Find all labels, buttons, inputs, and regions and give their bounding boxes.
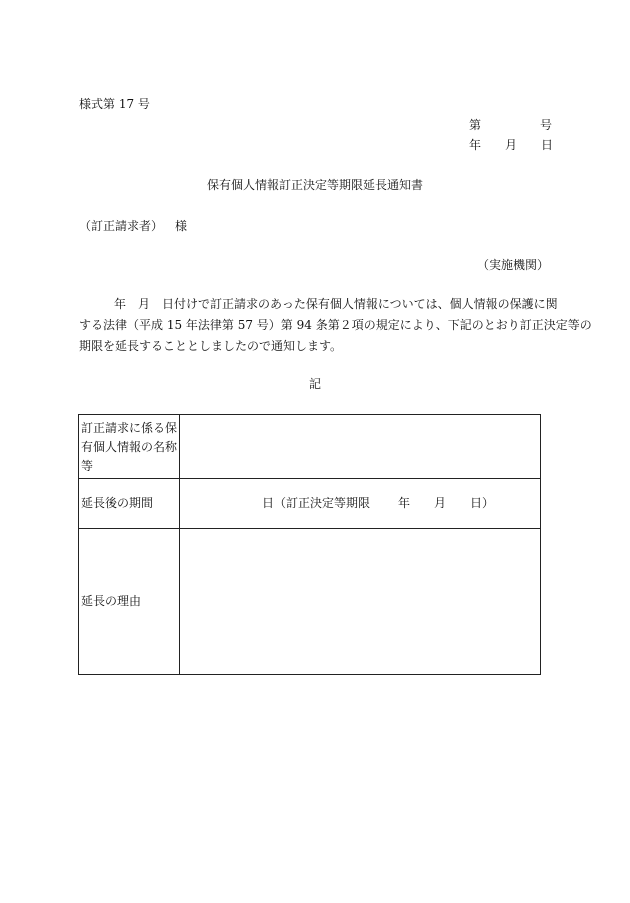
period-month-text: 月 <box>434 496 447 511</box>
date-year-label: 年 <box>469 138 482 152</box>
document-number-suffix: 号 <box>540 118 553 132</box>
body-line-2: する法律（平成 15 年法律第 57 号）第 94 条第２項の規定により、下記のとおり訂正決定等の <box>79 318 592 332</box>
document-title: 保有個人情報訂正決定等期限延長通知書 <box>206 178 423 192</box>
extended-period-value <box>180 479 541 529</box>
implementing-organization: （実施機関） <box>476 258 549 272</box>
date-month-label: 月 <box>505 138 518 152</box>
table-row <box>79 415 541 479</box>
period-day-text: 日（訂正決定等期限 <box>262 496 371 511</box>
body-line-3: 期限を延長することとしましたので通知します。 <box>79 339 343 353</box>
addressee <box>79 219 187 233</box>
ki-heading: 記 <box>308 377 321 391</box>
extension-reason-label: 延長の理由 <box>79 529 180 675</box>
addressee-honorific: 様 <box>175 219 188 233</box>
info-name-value <box>180 415 541 479</box>
form-number: 様式第 17 号 <box>79 97 150 111</box>
info-name-label: 訂正請求に係る保有個人情報の名称等 <box>79 415 180 479</box>
period-end-text: 日） <box>470 496 495 511</box>
document-number-prefix: 第 <box>469 118 482 132</box>
period-year-text: 年 <box>398 496 411 511</box>
body-line-1: 年 月 日付けで訂正請求のあった保有個人情報については、個人情報の保護に関 <box>114 297 558 311</box>
info-table <box>78 414 541 675</box>
addressee-label: （訂正請求者） <box>79 219 164 233</box>
table-row <box>79 529 541 675</box>
date-day-label: 日 <box>541 138 554 152</box>
extended-period-label: 延長後の期間 <box>79 479 180 529</box>
table-row <box>79 479 541 529</box>
extension-reason-value <box>180 529 541 675</box>
